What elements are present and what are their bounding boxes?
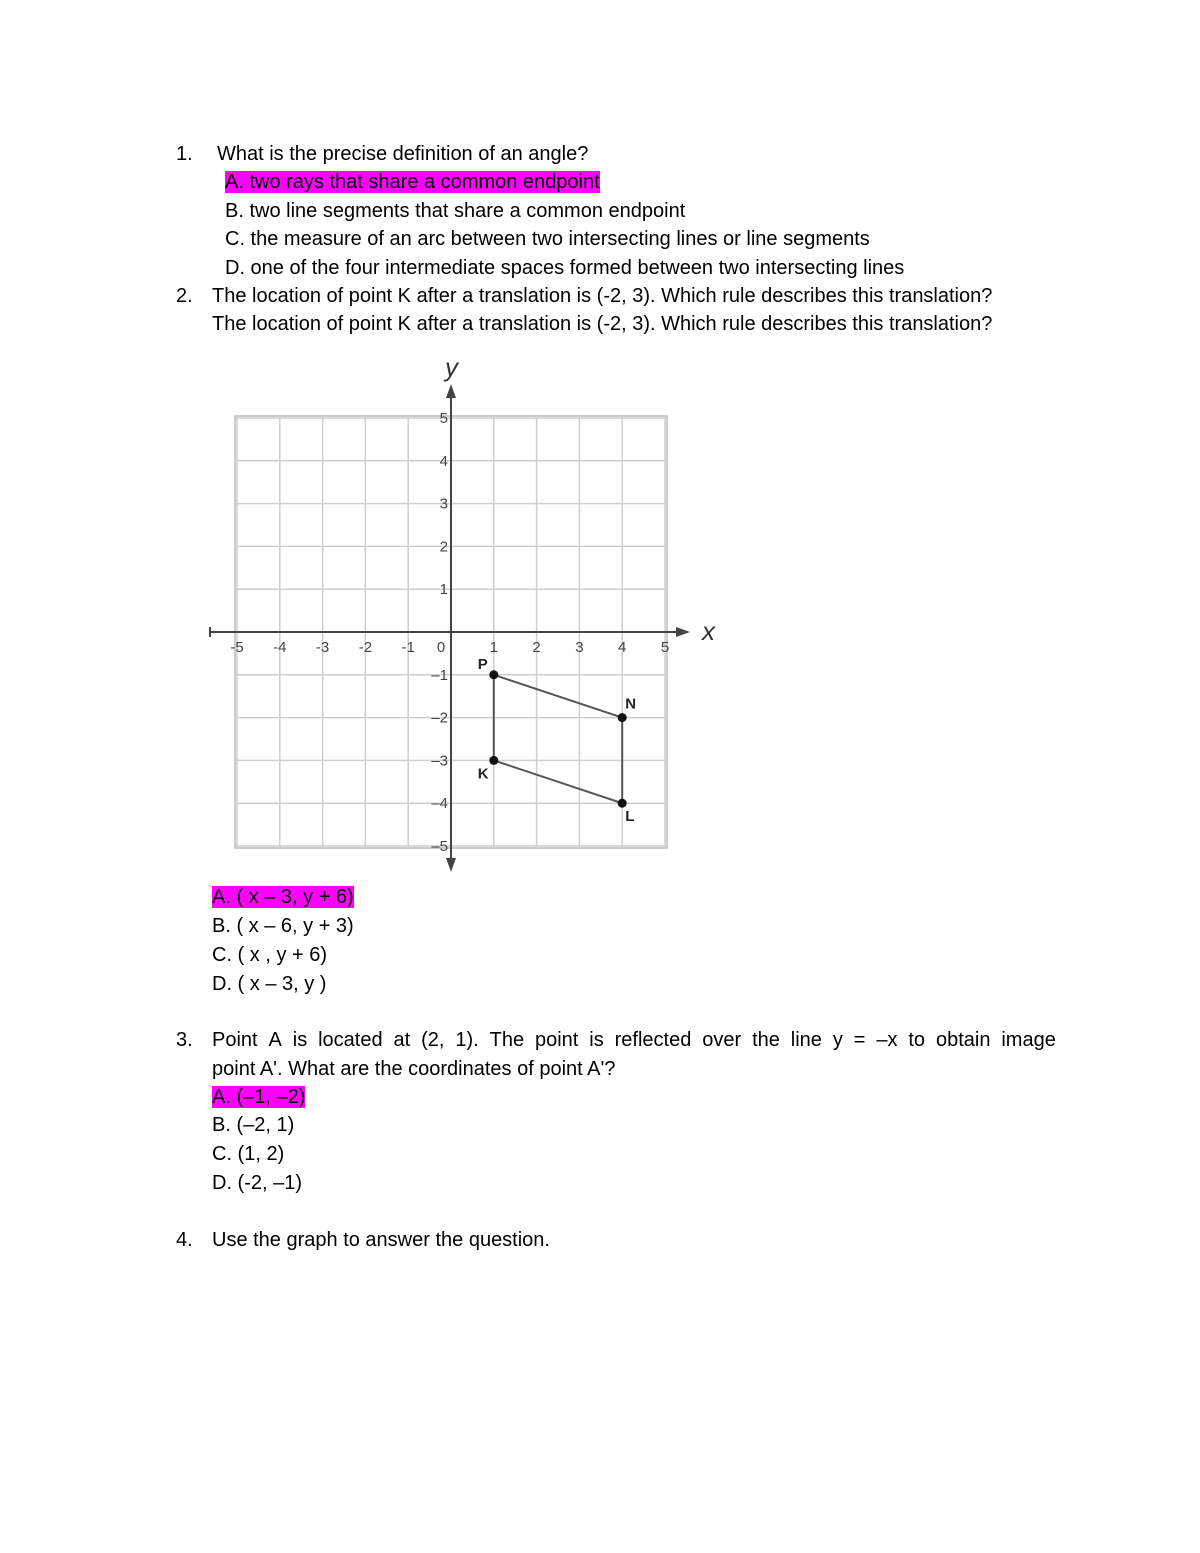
- answer-highlight: A. two rays that share a common endpoint: [225, 171, 600, 193]
- question-1-choice-b: B. two line segments that share a common endpoint: [225, 200, 686, 222]
- y-tick-label: 4: [439, 452, 448, 470]
- point-n-dot: [618, 713, 627, 722]
- question-1-choice-d: D. one of the four intermediate spaces formed between two intersecting lines: [225, 257, 905, 279]
- question-3-choice-b: B. (–2, 1): [212, 1114, 295, 1136]
- question-3-word: Point: [212, 1029, 258, 1051]
- y-tick-label: 5: [439, 410, 448, 427]
- x-tick-label: 3: [575, 639, 584, 656]
- answer-highlight: A. (–1, –2): [212, 1086, 306, 1108]
- coordinate-graph: [200, 350, 740, 880]
- y-tick-label: –1: [431, 666, 448, 684]
- question-1-choice-a: [225, 168, 600, 196]
- question-3-choice-c: C. (1, 2): [212, 1143, 285, 1165]
- x-tick-label: 0: [436, 639, 446, 656]
- y-tick-label: –5: [431, 838, 448, 855]
- question-3-word: 1).: [455, 1029, 479, 1051]
- x-tick-label: -5: [230, 639, 244, 656]
- axes: [210, 352, 716, 872]
- question-3-word: –x: [876, 1029, 898, 1051]
- question-3-word: point: [534, 1029, 579, 1051]
- point-k-dot: [489, 756, 498, 765]
- point-n-label: N: [625, 695, 637, 713]
- x-tick-label: 2: [532, 639, 541, 656]
- question-3-word: y: [832, 1029, 843, 1051]
- question-2-choice-b: B. ( x – 6, y + 3): [212, 915, 354, 937]
- parallelogram-outline: [494, 675, 622, 803]
- y-axis-arrow-up: [446, 384, 456, 398]
- question-2-choice-a: [212, 883, 354, 911]
- y-tick-label: –3: [431, 752, 448, 770]
- x-tick-label: -4: [273, 639, 287, 656]
- point-k-label: K: [477, 765, 489, 783]
- question-3-word: reflected: [614, 1029, 692, 1051]
- parallelogram-pnlk: [494, 675, 622, 803]
- question-3-word: is: [589, 1029, 604, 1051]
- question-3-word: line: [790, 1029, 822, 1051]
- question-3-choice-a: [212, 1083, 305, 1111]
- question-4-prompt: Use the graph to answer the question.: [212, 1229, 550, 1251]
- question-3-word: A: [268, 1029, 282, 1051]
- x-tick-label: 4: [618, 639, 627, 656]
- answer-highlight: A. ( x – 3, y + 6): [212, 886, 354, 908]
- question-3-word: =: [853, 1029, 866, 1051]
- x-tick-label: 5: [660, 639, 670, 656]
- x-axis-label: x: [702, 616, 715, 646]
- question-3-word: image: [1001, 1029, 1056, 1051]
- y-tick-label: 3: [439, 495, 448, 513]
- x-tick-label: -2: [358, 639, 373, 656]
- x-tick-label: -3: [315, 639, 330, 656]
- question-3-word: (2,: [421, 1029, 445, 1051]
- point-l-dot: [618, 799, 627, 808]
- question-3-word: The: [489, 1029, 525, 1051]
- point-p-dot: [489, 670, 498, 679]
- y-tick-label: –2: [431, 709, 448, 727]
- y-tick-label: 2: [439, 538, 448, 556]
- question-1-choice-c: C. the measure of an arc between two intersecting lines or line segments: [225, 228, 870, 250]
- question-3-word: over: [702, 1029, 742, 1051]
- x-tick-label: -1: [401, 639, 415, 656]
- question-3-number: 3.: [176, 1029, 193, 1051]
- question-4-number: 4.: [176, 1229, 193, 1251]
- question-2-number: 2.: [176, 285, 193, 307]
- question-3-word: obtain: [935, 1029, 991, 1051]
- x-tick-label: 1: [489, 639, 498, 656]
- question-2-choice-d: D. ( x – 3, y ): [212, 973, 327, 995]
- y-tick-label: –4: [431, 795, 448, 813]
- question-3-choice-d: D. (-2, –1): [212, 1172, 303, 1194]
- question-1-prompt: What is the precise definition of an angle?: [217, 143, 589, 165]
- point-l-label: L: [625, 808, 635, 826]
- y-axis-arrow-down: [446, 858, 456, 872]
- y-axis-label: y: [445, 352, 458, 382]
- question-3-word: the: [752, 1029, 780, 1051]
- question-3-word: to: [908, 1029, 926, 1051]
- question-1-number: 1.: [176, 143, 193, 165]
- question-3-word: located: [318, 1029, 383, 1051]
- question-3-prompt-line-2: point A'. What are the coordinates of point A'?: [212, 1058, 616, 1080]
- question-3-word: at: [393, 1029, 411, 1051]
- y-tick-label: 1: [439, 581, 448, 599]
- question-3-prompt-line-1: [212, 1026, 1056, 1054]
- question-2-prompt-repeat: The location of point K after a translation is (-2, 3). Which rule describes this translation?: [212, 313, 993, 335]
- x-axis-arrow: [676, 627, 690, 637]
- point-p-label: P: [477, 655, 488, 673]
- question-2-choice-c: C. ( x , y + 6): [212, 944, 328, 966]
- question-3-word: is: [292, 1029, 308, 1051]
- question-2-prompt: The location of point K after a translation is (-2, 3). Which rule describes this translation?: [212, 285, 993, 307]
